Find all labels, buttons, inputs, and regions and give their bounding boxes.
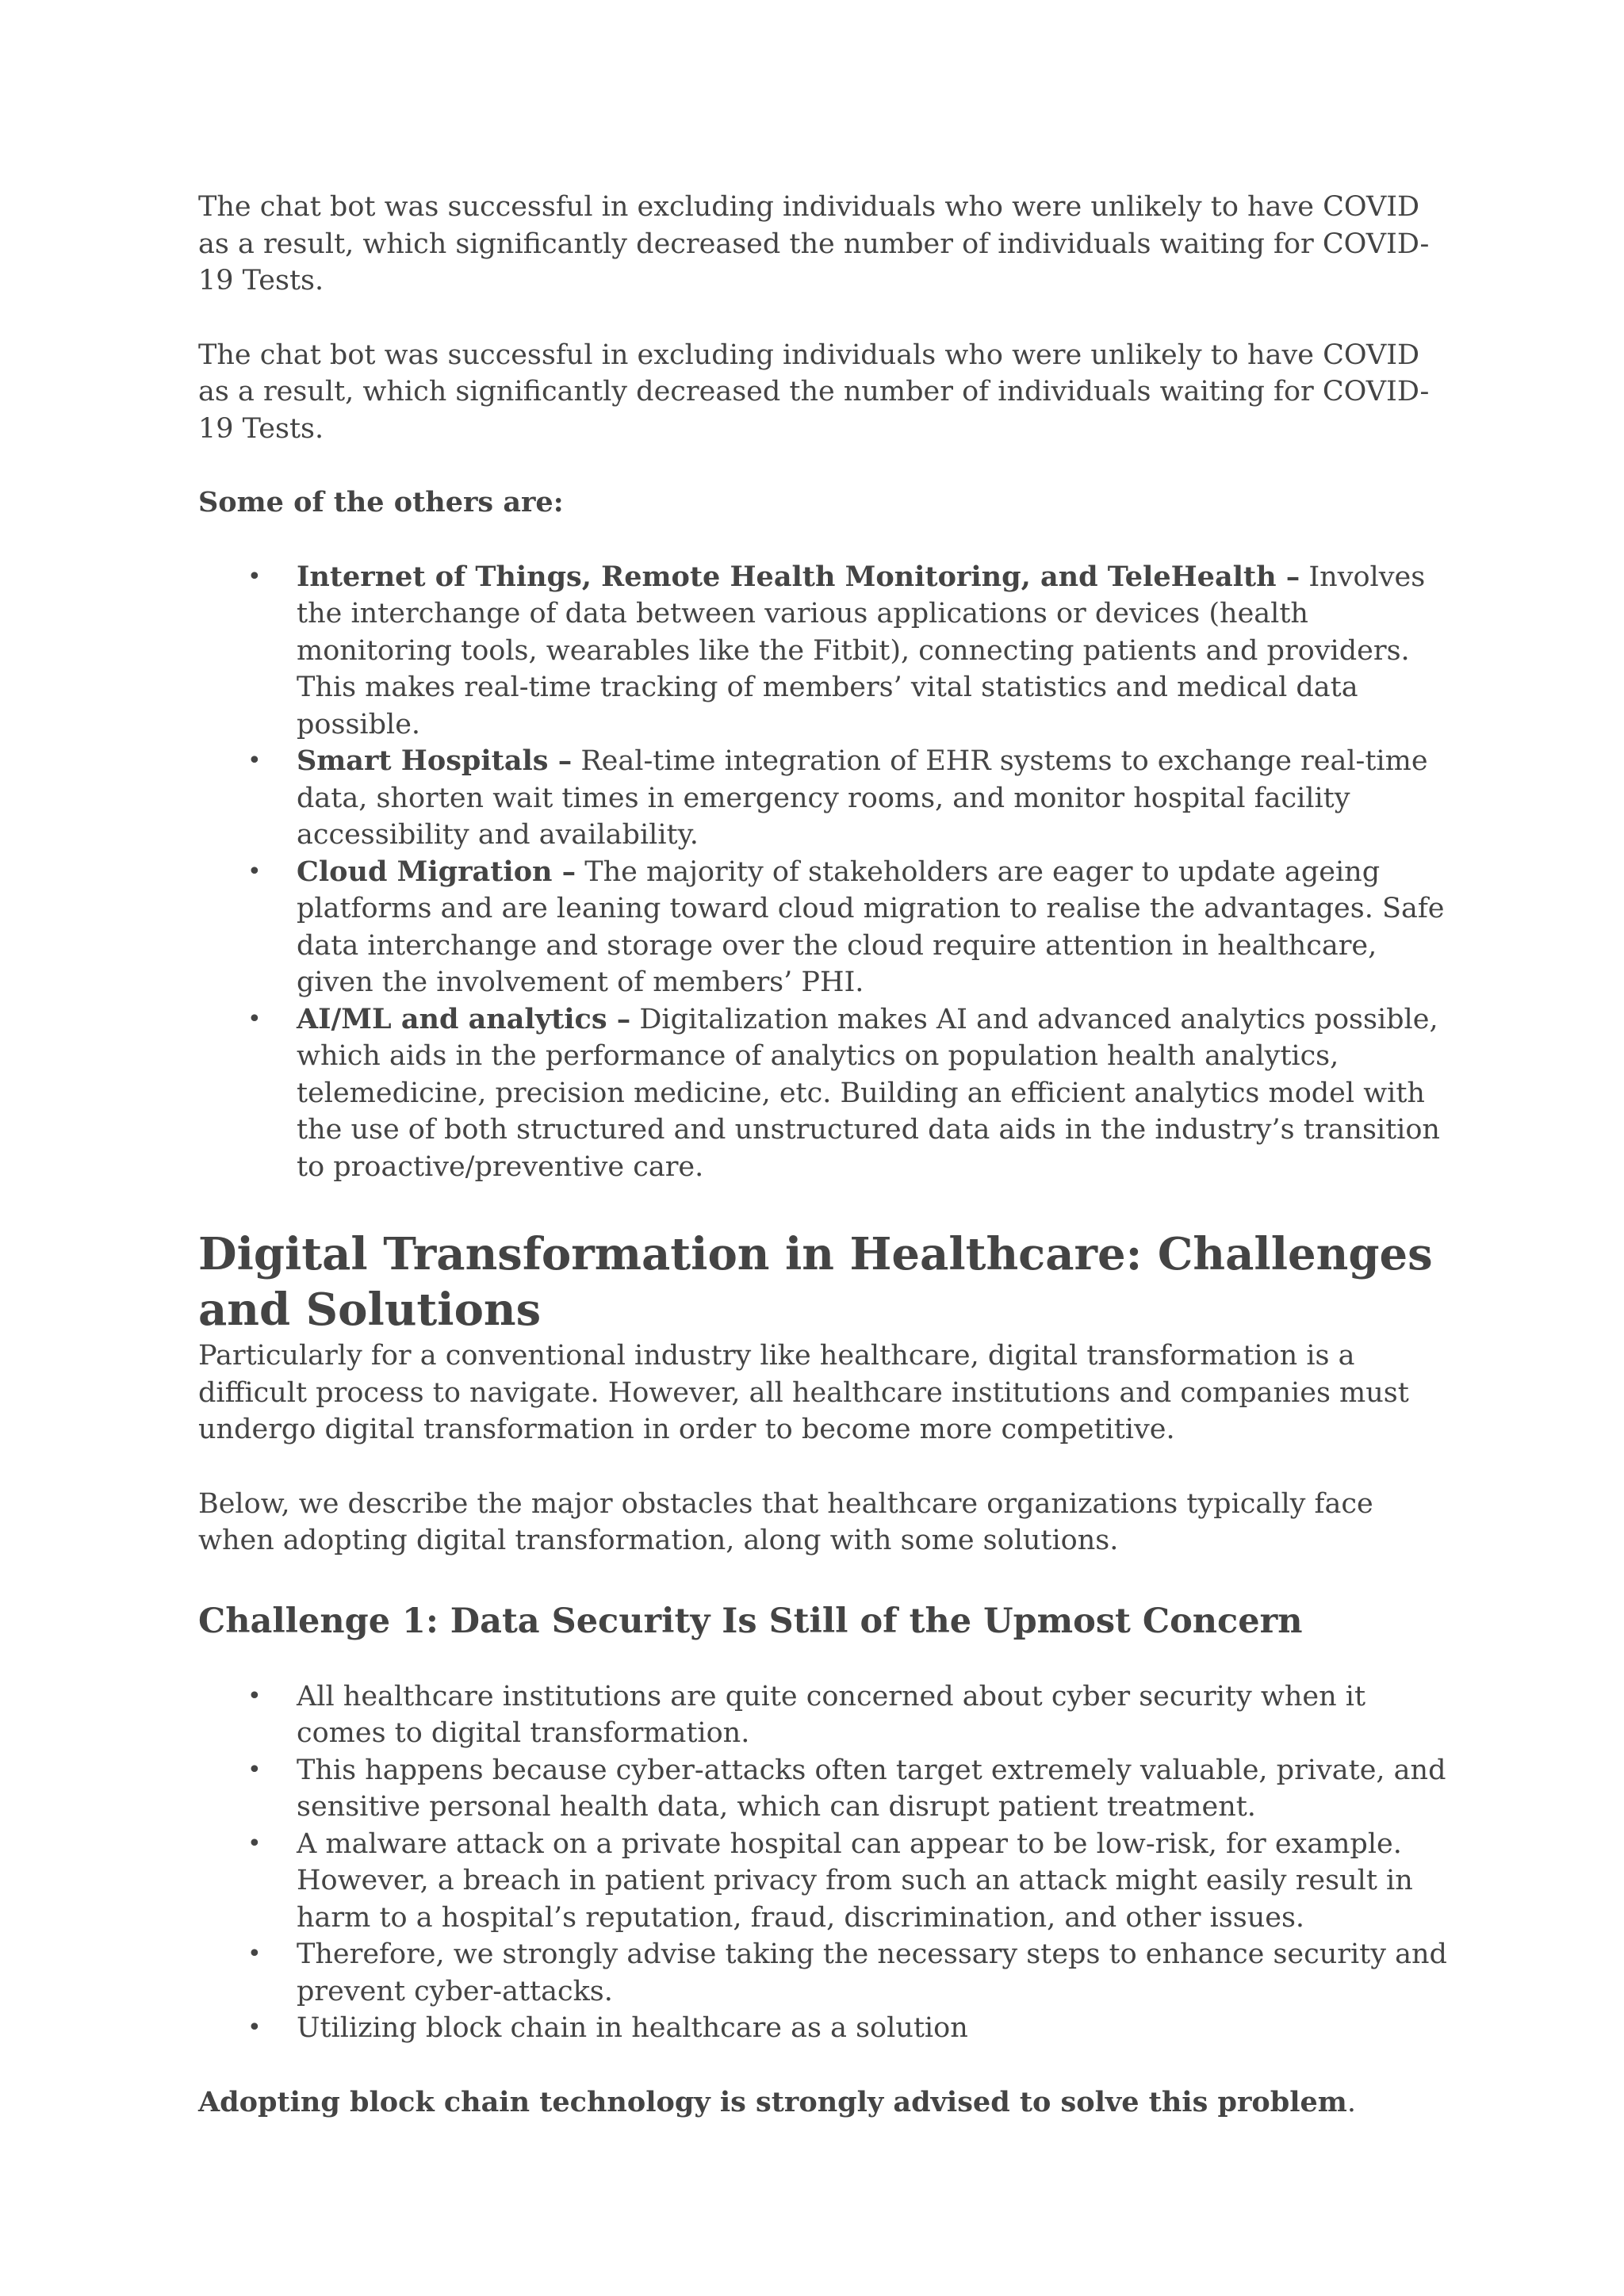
list-item-text: Digitalization makes AI and advanced analytics possible, which aids in the performance of analytics on population health analytics, telemedicine, precision medicine, etc. Building an efficient analytics model with the use of both structured and unstructured data aids in the industry’s transition to proactive/preventive care. — [297, 1003, 1440, 1183]
list-item-term: AI/ML and analytics – — [297, 1002, 631, 1035]
closing-paragraph — [198, 2084, 1451, 2122]
list-item-term: Cloud Migration – — [297, 855, 576, 888]
list-item: • A malware attack on a private hospital can appear to be low-risk, for example. However, a breach in patient privacy from such an attack might easily result in harm to a hospital’s reputation, fraud, discrimination, and other issues. — [198, 1826, 1451, 1937]
list-item-term: Smart Hospitals – — [297, 744, 573, 777]
list-item: • This happens because cyber-attacks often target extremely valuable, private, and sensitive personal health data, which can disrupt patient treatment. — [198, 1752, 1451, 1826]
intro-paragraph: The chat bot was successful in excluding individuals who were unlikely to have COVID as a result, which significantly decreased the number of individuals waiting for COVID-19 Tests. — [198, 339, 1430, 445]
list-item-text: Involves the interchange of data between various applications or devices (health monitoring tools, wearables like the Fitbit), connecting patients and providers. This makes real-time tracking of members’ vital statistics and medical data possible. — [297, 561, 1426, 740]
others-heading: Some of the others are: — [198, 486, 564, 519]
list-item: • Therefore, we strongly advise taking the necessary steps to enhance security and prevent cyber-attacks. — [198, 1936, 1451, 2010]
list-item — [198, 1001, 1451, 1186]
section-paragraph: Below, we describe the major obstacles that healthcare organizations typically face when adopting digital transformation, along with some solutions. — [198, 1487, 1373, 1556]
closing-bold: Adopting block chain technology is strongly advised to solve this problem — [198, 2085, 1347, 2118]
closing-tail: . — [1346, 2086, 1356, 2118]
list-item — [198, 559, 1451, 744]
list-item: • All healthcare institutions are quite concerned about cyber security when it comes to digital transformation. — [198, 1678, 1451, 1752]
challenge-title: Challenge 1: Data Security Is Still of the Upmost Concern — [198, 1601, 1303, 1641]
list-item: • Utilizing block chain in healthcare as a solution — [198, 2010, 1451, 2047]
list-item — [198, 743, 1451, 854]
list-item — [198, 854, 1451, 1001]
challenge-list — [198, 1678, 1451, 2047]
others-list — [198, 559, 1451, 1186]
section-paragraph: Particularly for a conventional industry like healthcare, digital transformation is a difficult process to navigate. However, all healthcare institutions and companies must undergo digital transformation in order to become more competitive. — [198, 1340, 1409, 1445]
document-page — [198, 189, 1451, 2121]
section-title: Digital Transformation in Healthcare: Challenges and Solutions — [198, 1228, 1433, 1336]
list-item-term: Internet of Things, Remote Health Monitoring, and TeleHealth – — [297, 560, 1300, 593]
list-item-text: The majority of stakeholders are eager to update ageing platforms and are leaning toward cloud migration to realise the advantages. Safe data interchange and storage over the cloud require attention in healthcare, given the involvement of members’ PHI. — [297, 855, 1445, 998]
intro-paragraph: The chat bot was successful in excluding individuals who were unlikely to have COVID as a result, which significantly decreased the number of individuals waiting for COVID-19 Tests. — [198, 191, 1430, 297]
list-item-text: Real-time integration of EHR systems to exchange real-time data, shorten wait times in emergency rooms, and monitor hospital facility accessibility and availability. — [297, 745, 1428, 851]
